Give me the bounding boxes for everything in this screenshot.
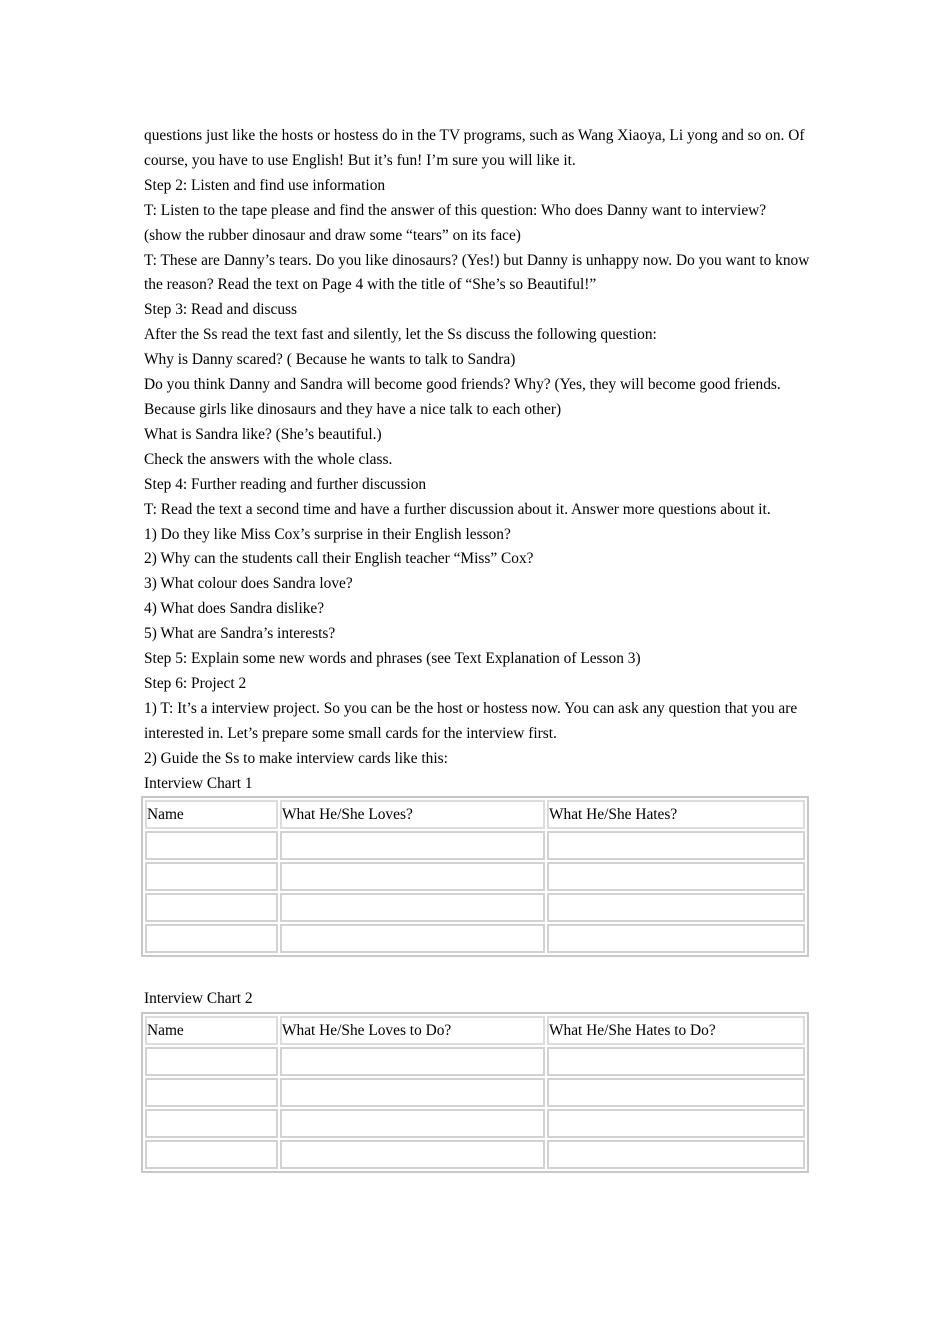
paragraph: T: Read the text a second time and have a further discussion about it. Answer more questions about it. <box>144 500 771 518</box>
paragraph: T: Listen to the tape please and find the answer of this question: Who does Danny want to interview? <box>144 201 767 219</box>
interview-chart-2 <box>141 1012 809 1173</box>
paragraph: 2) Guide the Ss to make interview cards like this: <box>144 749 448 767</box>
header-hates-to-do: What He/She Hates to Do? <box>547 1016 805 1045</box>
empty-cell <box>145 924 278 953</box>
empty-cell <box>547 924 805 953</box>
empty-cell <box>547 862 805 891</box>
empty-cell <box>547 1140 805 1169</box>
empty-cell <box>547 831 805 860</box>
header-loves-to-do: What He/She Loves to Do? <box>280 1016 545 1045</box>
question-item: 2) Why can the students call their English teacher “Miss” Cox? <box>144 550 534 568</box>
question-item: 5) What are Sandra’s interests? <box>144 625 336 643</box>
interview-chart-1 <box>141 796 809 957</box>
table-row <box>145 893 805 922</box>
empty-cell <box>280 1109 545 1138</box>
paragraph: After the Ss read the text fast and silently, let the Ss discuss the following question: <box>144 326 657 344</box>
empty-cell <box>145 831 278 860</box>
chart-1-caption: Interview Chart 1 <box>144 774 253 792</box>
paragraph: Do you think Danny and Sandra will become good friends? Why? (Yes, they will become good friends. Because girls like dinosaurs and they have a nice talk to each other) <box>144 376 781 418</box>
empty-cell <box>145 1140 278 1169</box>
empty-cell <box>547 1078 805 1107</box>
table-row <box>145 1140 805 1169</box>
chart-2-caption: Interview Chart 2 <box>144 990 253 1008</box>
empty-cell <box>145 1047 278 1076</box>
table-header-row <box>145 1016 805 1045</box>
empty-cell <box>145 1078 278 1107</box>
empty-cell <box>145 893 278 922</box>
header-hates: What He/She Hates? <box>547 800 805 829</box>
empty-cell <box>280 924 545 953</box>
paragraph: (show the rubber dinosaur and draw some “tears” on its face) <box>144 226 521 244</box>
step-heading: Step 3: Read and discuss <box>144 301 298 319</box>
empty-cell <box>547 1047 805 1076</box>
step-heading: Step 4: Further reading and further discussion <box>144 475 427 493</box>
table-row <box>145 831 805 860</box>
header-loves: What He/She Loves? <box>280 800 545 829</box>
empty-cell <box>280 893 545 922</box>
header-name: Name <box>145 800 278 829</box>
table-row <box>145 924 805 953</box>
table-row <box>145 1078 805 1107</box>
empty-cell <box>547 893 805 922</box>
question-item: 1) Do they like Miss Cox’s surprise in their English lesson? <box>144 525 511 543</box>
spacer <box>144 957 810 987</box>
step-heading: Step 2: Listen and find use information <box>144 176 386 194</box>
document-body <box>144 124 810 1173</box>
empty-cell <box>280 831 545 860</box>
paragraph: T: These are Danny’s tears. Do you like dinosaurs? (Yes!) but Danny is unhappy now. Do you want to know the reason? Read the text on Page 4 with the title of “She’s so Beautiful!” <box>144 251 810 294</box>
empty-cell <box>280 1140 545 1169</box>
empty-cell <box>280 1078 545 1107</box>
step-heading: Step 5: Explain some new words and phrases (see Text Explanation of Lesson 3) <box>144 650 641 668</box>
paragraph: What is Sandra like? (She’s beautiful.) <box>144 425 382 443</box>
table-row <box>145 862 805 891</box>
question-item: 4) What does Sandra dislike? <box>144 600 325 618</box>
empty-cell <box>280 1047 545 1076</box>
paragraph: Why is Danny scared? ( Because he wants to talk to Sandra) <box>144 351 516 369</box>
empty-cell <box>145 862 278 891</box>
question-item: 3) What colour does Sandra love? <box>144 575 353 593</box>
paragraph: 1) T: It’s a interview project. So you can be the host or hostess now. You can ask any question that you are interested in. Let’s prepare some small cards for the interview first. <box>144 699 798 742</box>
paragraph: questions just like the hosts or hostess do in the TV programs, such as Wang Xiaoya, Li yong and so on. Of course, you have to use English! But it’s fun! I’m sure you will like it. <box>144 127 805 169</box>
empty-cell <box>280 862 545 891</box>
table-row <box>145 1109 805 1138</box>
empty-cell <box>547 1109 805 1138</box>
empty-cell <box>145 1109 278 1138</box>
step-heading: Step 6: Project 2 <box>144 674 247 692</box>
table-header-row <box>145 800 805 829</box>
header-name: Name <box>145 1016 278 1045</box>
table-row <box>145 1047 805 1076</box>
paragraph: Check the answers with the whole class. <box>144 450 393 468</box>
